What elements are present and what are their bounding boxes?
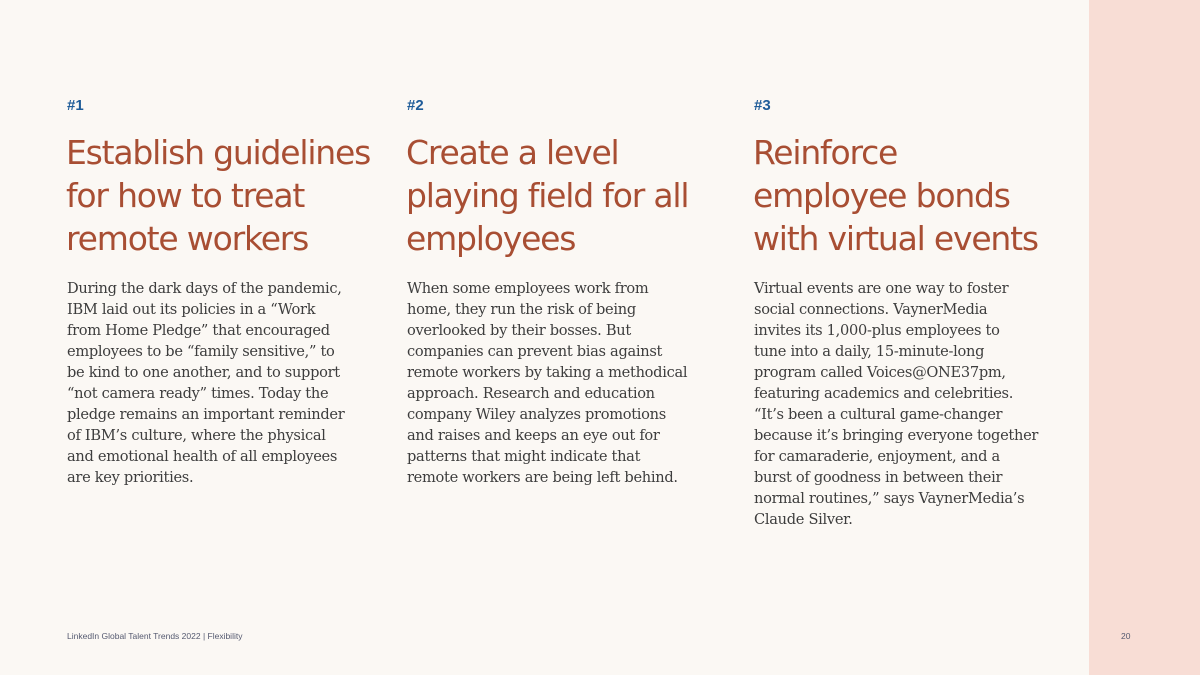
body-line: IBM laid out its policies in a “Work [67,301,316,318]
body-line: Claude Silver. [754,511,853,528]
body-line: because it’s bringing everyone together [754,427,1039,444]
section-1 [66,96,371,488]
body-line: social connections. VaynerMedia [754,301,988,318]
body-line: home, they run the risk of being [407,301,636,318]
section-heading [753,131,1063,260]
heading-line: employees [406,219,576,258]
body-line: program called Voices@ONE37pm, [754,364,1006,381]
section-heading [66,131,371,260]
body-line: of IBM’s culture, where the physical [67,427,326,444]
body-line: patterns that might indicate that [407,448,641,465]
body-line: be kind to one another, and to support [67,364,340,381]
section-number: #2 [407,97,424,114]
body-line: During the dark days of the pandemic, [67,280,342,297]
body-line: remote workers by taking a methodical [407,364,688,381]
section-body [754,278,1063,530]
section-number: #1 [67,97,84,114]
section-body [67,278,371,488]
body-line: invites its 1,000-plus employees to [754,322,1000,339]
body-line: approach. Research and education [407,385,655,402]
body-line: tune into a daily, 15-minute-long [754,343,985,360]
body-line: When some employees work from [407,280,649,297]
body-line: burst of goodness in between their [754,469,1003,486]
body-line: “It’s been a cultural game-changer [754,406,1003,423]
body-line: are key priorities. [67,469,194,486]
heading-line: employee bonds [753,176,1010,215]
heading-line: for how to treat [66,176,305,215]
body-line: from Home Pledge” that encouraged [67,322,330,339]
heading-line: Create a level [406,133,619,172]
body-line: companies can prevent bias against [407,343,663,360]
section-number: #3 [754,97,771,114]
body-line: pledge remains an important reminder [67,406,345,423]
heading-line: remote workers [66,219,309,258]
body-line: and emotional health of all employees [67,448,338,465]
body-line: remote workers are being left behind. [407,469,678,486]
heading-line: with virtual events [753,219,1038,258]
section-body [407,278,711,488]
body-line: company Wiley analyzes promotions [407,406,666,423]
body-line: normal routines,” says VaynerMedia’s [754,490,1025,507]
body-line: Virtual events are one way to foster [754,280,1009,297]
body-line: for camaraderie, enjoyment, and a [754,448,1000,465]
page-number: 20 [1121,631,1131,641]
body-line: employees to be “family sensitive,” to [67,343,335,360]
decorative-side-panel [1089,0,1200,675]
section-2 [406,96,711,488]
body-line: “not camera ready” times. Today the [67,385,329,402]
heading-line: playing field for all [406,176,689,215]
body-line: overlooked by their bosses. But [407,322,631,339]
section-heading [406,131,711,260]
body-line: featuring academics and celebrities. [754,385,1014,402]
body-line: and raises and keeps an eye out for [407,427,660,444]
section-3 [753,96,1063,530]
heading-line: Reinforce [753,133,898,172]
heading-line: Establish guidelines [66,133,371,172]
footer-source: LinkedIn Global Talent Trends 2022 | Flexibility [67,631,243,641]
